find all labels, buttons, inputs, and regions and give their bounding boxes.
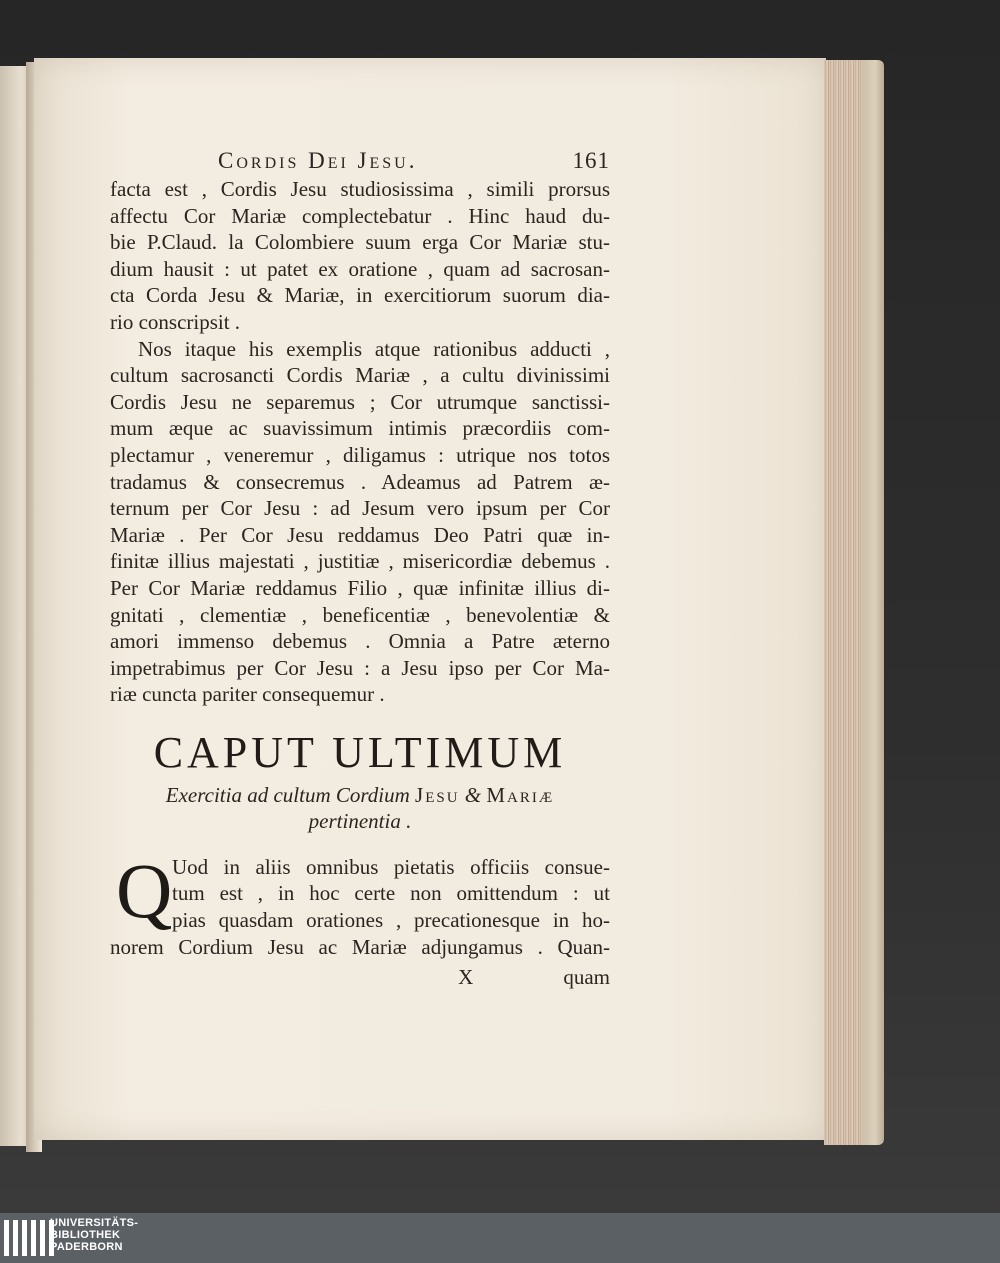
paragraph-1: [110, 176, 610, 336]
text-line: cultum sacrosancti Cordis Mariæ , a cultu divinissimi: [110, 363, 610, 388]
text-line: dium hausit : ut patet ex oratione , quam ad sacrosan-: [110, 256, 610, 281]
page-number: 161: [572, 148, 610, 173]
text-line: Nos itaque his exemplis atque rationibus adducti ,: [138, 336, 610, 361]
logo-line-3: PADERBORN: [50, 1241, 123, 1253]
text-line: Mariæ . Per Cor Jesu reddamus Deo Patri quæ in-: [110, 522, 610, 547]
text-line: riæ cuncta pariter consequemur .: [110, 682, 385, 707]
text-line: gnitati , clementiæ , beneficentiæ , benevolentiæ &: [110, 602, 610, 627]
text-line: rio conscripsit .: [110, 309, 241, 334]
text-line: Uod in aliis omnibus pietatis officiis consue-: [172, 854, 610, 879]
text-line: tradamus & consecremus . Adeamus ad Patrem æ-: [110, 469, 610, 494]
subtitle-mariae: Mariæ: [486, 782, 555, 807]
subtitle-line-2: pertinentia .: [308, 808, 412, 833]
library-footer: [0, 1213, 1000, 1263]
running-title: Cordis Dei Jesu.: [218, 148, 418, 173]
page-block-edges: [824, 60, 884, 1145]
page-text: [110, 148, 610, 990]
subtitle-ampersand: &: [459, 782, 487, 807]
subtitle-text: Exercitia ad cultum Cordium: [165, 782, 416, 807]
paragraph-3: [110, 846, 610, 960]
text-line: finitæ illius majestati , justitiæ , misericordiæ debemus .: [110, 549, 610, 574]
text-line: amori immenso debemus . Omnia a Patre æterno: [110, 629, 610, 654]
paragraph-2: [110, 336, 610, 708]
drop-cap: Q: [116, 846, 173, 934]
text-line: pias quasdam orationes , precationesque in ho-: [172, 908, 610, 933]
text-line: ternum per Cor Jesu : ad Jesum vero ipsum per Cor: [110, 496, 610, 521]
text-line: impetrabimus per Cor Jesu : a Jesu ipso per Cor Ma-: [110, 655, 610, 680]
chapter-heading: CAPUT ULTIMUM: [153, 727, 567, 777]
text-line: mum æque ac suavissimum intimis præcordiis com-: [110, 416, 610, 441]
text-line: cta Corda Jesu & Mariæ, in exercitiorum suorum dia-: [110, 283, 610, 308]
chapter-subtitle: [110, 782, 610, 834]
library-logo-icon: [4, 1220, 54, 1256]
catchword: quam: [563, 965, 610, 990]
running-head: [110, 148, 610, 174]
text-line: facta est , Cordis Jesu studiosissima , simili prorsus: [110, 177, 610, 201]
text-line: Cordis Jesu ne separemus ; Cor utrumque sanctissi-: [110, 389, 610, 414]
library-logo-text: [50, 1217, 138, 1253]
text-line: plectamur , veneremur , diligamus : utrique nos totos: [110, 442, 610, 467]
logo-line-2: BIBLIOTHEK: [50, 1229, 121, 1241]
signature-mark: X: [458, 965, 474, 990]
text-line: tum est , in hoc certe non omittendum : ut: [172, 881, 610, 906]
page-foot: [110, 964, 610, 990]
text-line: norem Cordium Jesu ac Mariæ adjungamus . Quan-: [110, 934, 610, 959]
text-line: bie P.Claud. la Colombiere suum erga Cor Mariæ stu-: [110, 230, 610, 255]
text-line: Per Cor Mariæ reddamus Filio , quæ infinitæ illius di-: [110, 575, 610, 600]
text-line: affectu Cor Mariæ complectebatur . Hinc haud du-: [110, 203, 610, 228]
logo-line-1: UNIVERSITÄTS-: [50, 1217, 139, 1229]
subtitle-jesu: Jesu: [415, 782, 460, 807]
